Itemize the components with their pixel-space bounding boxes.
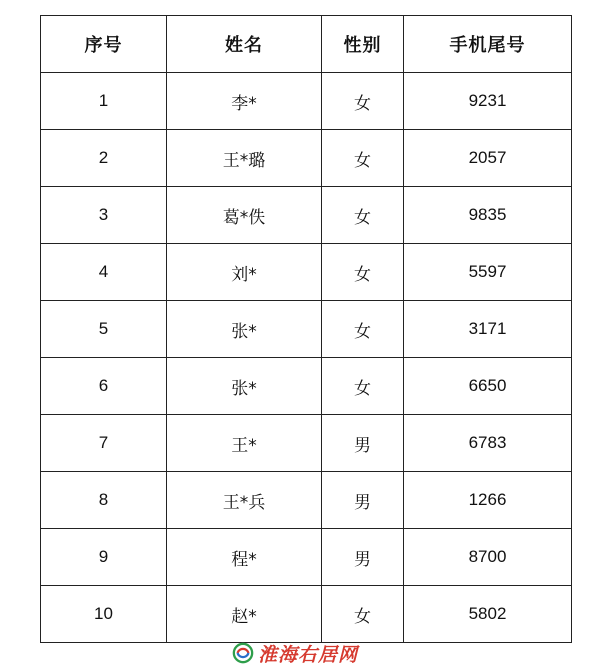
table-row [41,130,572,187]
cell-name: 张* [167,358,322,415]
cell-gender: 女 [322,358,404,415]
header-phone-suffix: 手机尾号 [404,16,572,73]
cell-name: 葛*佚 [167,187,322,244]
cell-name: 李* [167,73,322,130]
cell-phone-suffix: 9835 [404,187,572,244]
header-gender: 性别 [322,16,404,73]
cell-gender: 女 [322,187,404,244]
cell-phone-suffix: 1266 [404,472,572,529]
participant-table [40,15,572,643]
cell-name: 张* [167,301,322,358]
cell-phone-suffix: 6783 [404,415,572,472]
cell-index: 1 [41,73,167,130]
cell-index: 8 [41,472,167,529]
cell-phone-suffix: 9231 [404,73,572,130]
cell-index: 3 [41,187,167,244]
cell-gender: 女 [322,244,404,301]
cell-index: 10 [41,586,167,643]
cell-gender: 男 [322,472,404,529]
cell-index: 2 [41,130,167,187]
table-row [41,73,572,130]
table-row [41,586,572,643]
cell-name: 赵* [167,586,322,643]
table-row [41,358,572,415]
cell-phone-suffix: 2057 [404,130,572,187]
table-row [41,415,572,472]
swirl-logo-icon [232,642,254,664]
cell-index: 5 [41,301,167,358]
cell-gender: 女 [322,130,404,187]
cell-name: 刘* [167,244,322,301]
cell-gender: 男 [322,529,404,586]
cell-phone-suffix: 5597 [404,244,572,301]
cell-gender: 女 [322,301,404,358]
cell-phone-suffix: 3171 [404,301,572,358]
cell-index: 4 [41,244,167,301]
cell-phone-suffix: 5802 [404,586,572,643]
cell-name: 程* [167,529,322,586]
participant-table-container [40,15,571,643]
cell-name: 王*兵 [167,472,322,529]
table-row [41,301,572,358]
cell-gender: 女 [322,73,404,130]
cell-name: 王*璐 [167,130,322,187]
table-row [41,187,572,244]
cell-index: 9 [41,529,167,586]
table-row [41,472,572,529]
watermark-text: 淮海右居网 [258,643,359,666]
cell-phone-suffix: 6650 [404,358,572,415]
cell-gender: 女 [322,586,404,643]
table-header-row [41,16,572,73]
cell-phone-suffix: 8700 [404,529,572,586]
header-index: 序号 [41,16,167,73]
table-row [41,244,572,301]
header-name: 姓名 [167,16,322,73]
table-row [41,529,572,586]
cell-index: 7 [41,415,167,472]
site-watermark [232,638,392,668]
cell-gender: 男 [322,415,404,472]
cell-index: 6 [41,358,167,415]
cell-name: 王* [167,415,322,472]
